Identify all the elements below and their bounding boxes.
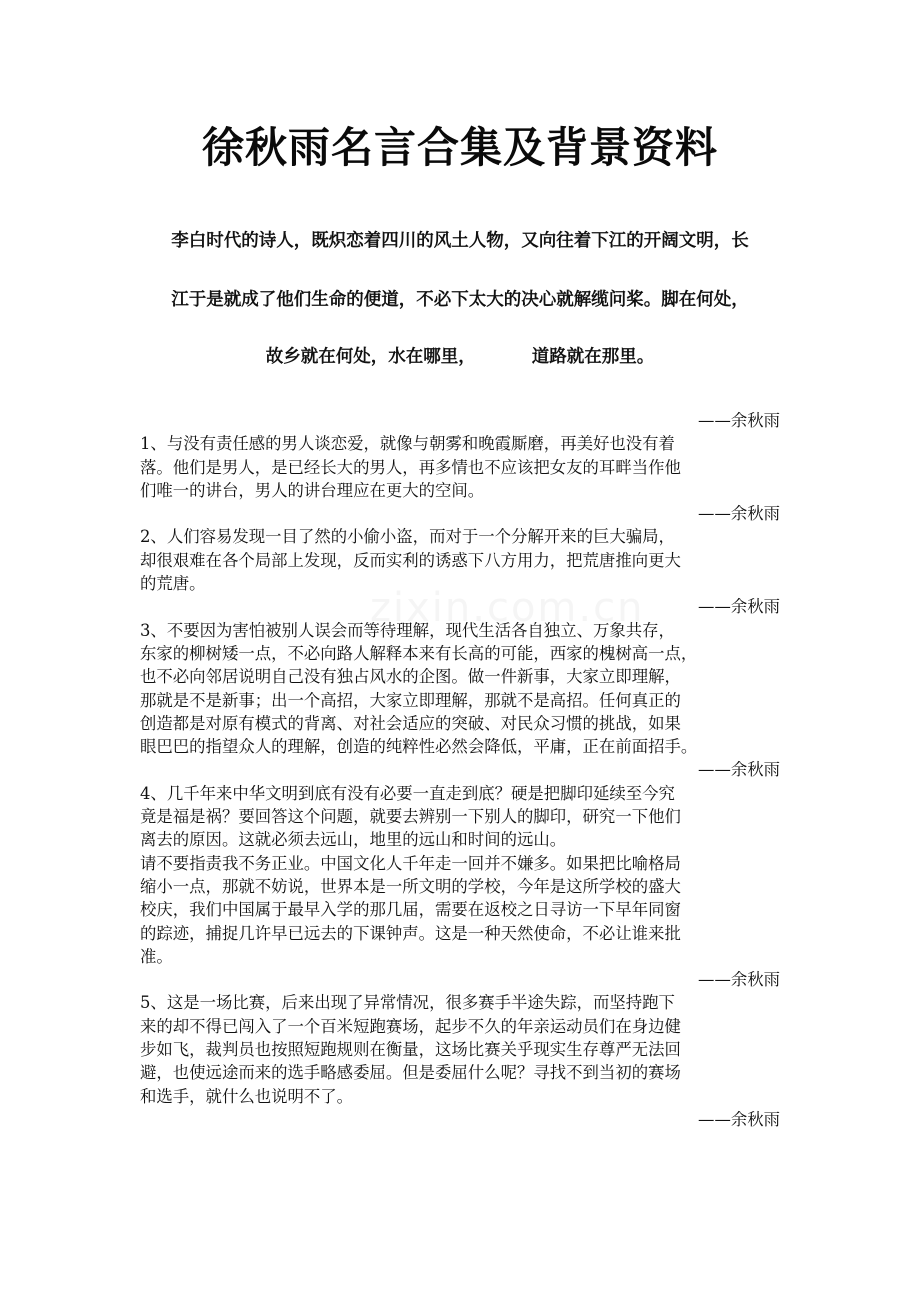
quote-paragraph [140, 782, 780, 968]
quote-line: 步如飞，裁判员也按照短跑规则在衡量，这场比赛关乎现实生存尊严无法回 [140, 1040, 681, 1060]
quote-line: 准。 [140, 946, 173, 966]
quote-line: 创造都是对原有模式的背离、对社会适应的突破、对民众习惯的挑战，如果 [140, 713, 681, 733]
quote-line: 的踪迹，捕捉几许早已远去的下课钟声。这是一种天然使命，不必让谁来批 [140, 923, 681, 943]
intro-line: 李白时代的诗人，既炽恋着四川的风土人物，又向往着下江的开阔文明，长 [171, 231, 749, 251]
quotes-body [140, 409, 780, 1131]
quote-line: 4、几千年来中华文明到底有没有必要一直走到底？硬是把脚印延续至今究 [140, 783, 675, 803]
quote-paragraph [140, 991, 780, 1107]
quote-paragraph [140, 619, 780, 759]
quote-line: 却很艰难在各个局部上发现，反而实利的诱惑下八方用力，把荒唐推向更大 [140, 550, 681, 570]
quote-line: 东家的柳树矮一点，不必向路人解释本来有长高的可能，西家的槐树高一点， [140, 643, 698, 663]
attribution: ——余秋雨 [698, 1109, 780, 1129]
watermark: zixin.com.cn [370, 585, 645, 631]
quote-paragraph [140, 432, 780, 502]
quote-line: 来的却不得已闯入了一个百米短跑赛场，起步不久的年亲运动员们在身边健 [140, 1016, 681, 1036]
attribution: ——余秋雨 [698, 597, 780, 617]
attribution: ——余秋雨 [698, 411, 780, 430]
attribution: ——余秋雨 [698, 970, 780, 990]
quote-line: 3、不要因为害怕被别人误会而等待理解，现代生活各自独立、万象共存， [140, 620, 675, 640]
document-title: 徐秋雨名言合集及背景资料 [201, 123, 718, 172]
quote-line: 避，也使远途而来的选手略感委屈。但是委屈什么呢？寻找不到当初的赛场 [140, 1063, 681, 1083]
quote-line: 离去的原因。这就必须去远山，地里的远山和时间的远山。 [140, 830, 567, 850]
quote-line: 竟是福是祸？要回答这个问题，就要去辨别一下别人的脚印，研究一下他们 [140, 807, 681, 827]
quote-line: 请不要指责我不务正业。中国文化人千年走一回并不嫌多。如果把比喻格局 [140, 853, 681, 873]
quote-line: 的荒唐。 [140, 574, 206, 594]
quote-line: 5、这是一场比赛，后来出现了异常情况，很多赛手半途失踪，而坚持跑下 [140, 993, 675, 1013]
quote-paragraph [140, 525, 780, 595]
quote-line: 和选手，就什么也说明不了。 [140, 1086, 354, 1106]
quote-line: 也不必向邻居说明自己没有独占风水的企图。做一件新事，大家立即理解， [140, 667, 681, 687]
intro-line-part: 故乡就在何处，水在哪里， [265, 347, 476, 367]
quote-line: 校庆，我们中国属于最早入学的那几届，需要在返校之日寻访一下早年同窗 [140, 900, 681, 920]
quote-line: 那就是不是新事；出一个高招，大家立即理解，那就不是高招。任何真正的 [140, 690, 681, 710]
intro-line-part: 道路就在那里。 [531, 347, 655, 367]
quote-line: 缩小一点，那就不妨说，世界本是一所文明的学校，今年是这所学校的盛大 [140, 876, 681, 896]
intro-line [0, 344, 920, 370]
quote-line: 落。他们是男人，是已经长大的男人，再多情也不应该把女友的耳畔当作他 [140, 457, 681, 477]
intro-line: 江于是就成了他们生命的便道，不必下太大的决心就解缆问桨。脚在何处， [171, 290, 749, 310]
attribution: ——余秋雨 [698, 504, 780, 524]
quote-line: 眼巴巴的指望众人的理解，创造的纯粹性必然会降低，平庸，正在前面招手。 [140, 737, 698, 757]
quote-line: 1、与没有责任感的男人谈恋爱，就像与朝雾和晚霞厮磨，再美好也没有着 [140, 434, 675, 454]
quote-line: 2、人们容易发现一目了然的小偷小盗，而对于一个分解开来的巨大骗局， [140, 527, 675, 547]
quote-line: 们唯一的讲台，男人的讲台理应在更大的空间。 [140, 480, 485, 500]
attribution: ——余秋雨 [698, 760, 780, 780]
